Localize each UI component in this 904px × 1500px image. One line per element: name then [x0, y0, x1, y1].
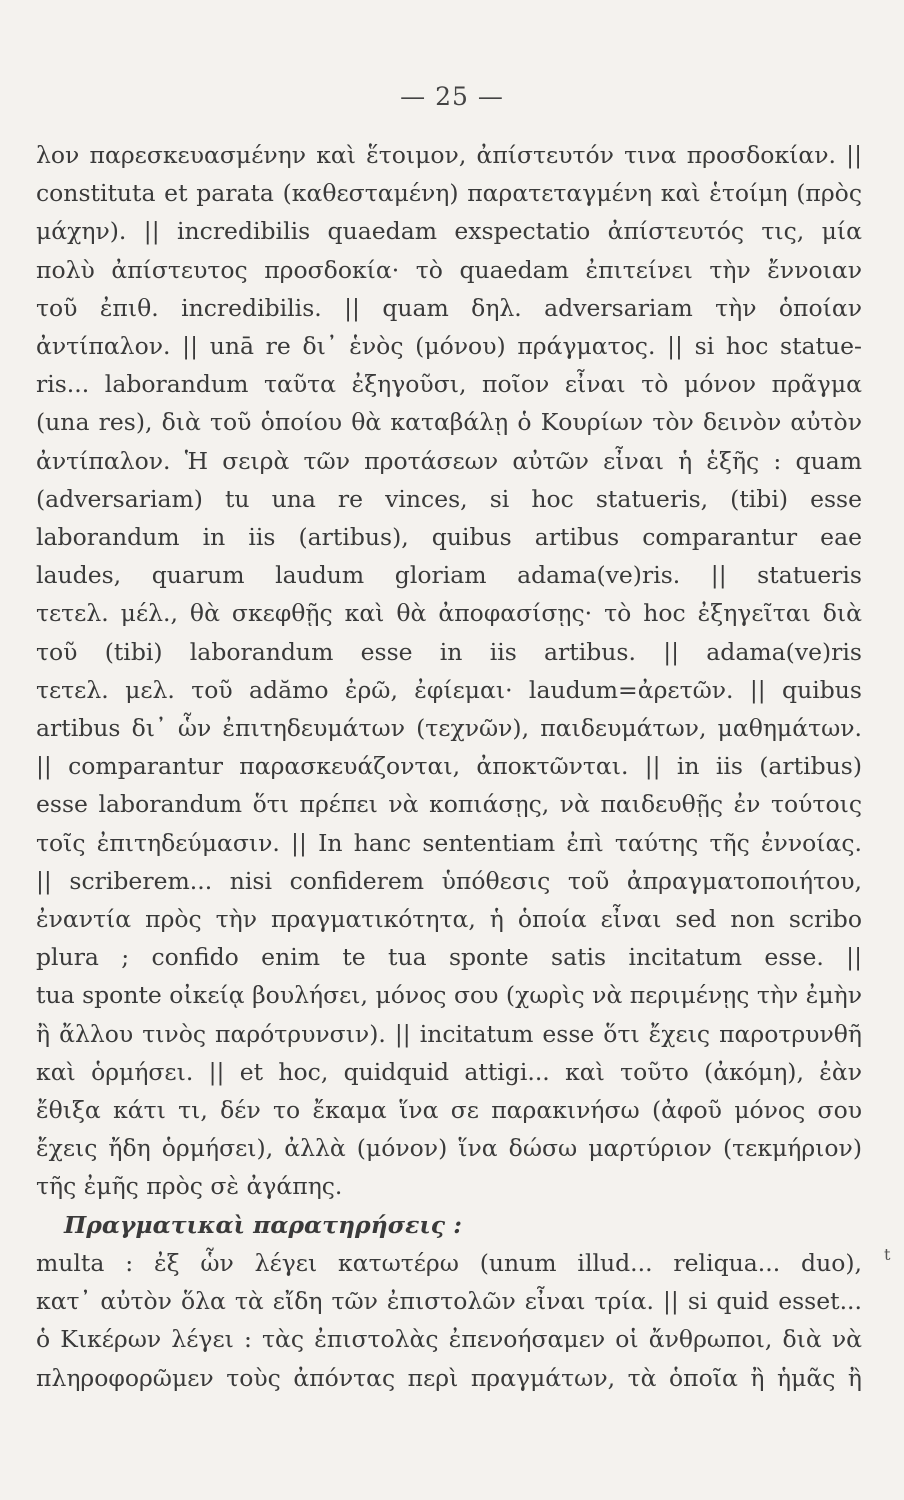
text-line: tua sponte οἰκείᾳ βουλήσει, μόνος σου (χωρὶς νὰ περιμένῃς τὴν ἐμὴν [36, 981, 862, 1010]
text-line: καὶ ὁρμήσει. || et hoc, quidquid attigi... καὶ τοῦτο (ἀκόμη), ἐὰν [36, 1057, 862, 1086]
text-line: πληροφορῶμεν τοὺς ἀπόντας περὶ πραγμάτων, τὰ ὁποῖα ἢ ἡμᾶς ἢ [36, 1363, 862, 1392]
text-line: λον παρεσκευασμένην καὶ ἕτοιμον, ἀπίστευτόν τινα προσδοκίαν. || [36, 141, 862, 169]
text-line: τετελ. μέλ., θὰ σκεφθῇς καὶ θὰ ἀποφασίσῃς· τὸ hoc ἐξηγεῖται διὰ [36, 599, 862, 628]
text-line: || comparantur παρασκευάζονται, ἀποκτῶνται. || in iis (artibus) [36, 752, 862, 781]
text-line: || scriberem... nisi confiderem ὑπόθεσις τοῦ ἀπραγματοποιήτου, [36, 866, 862, 895]
commentary-text [36, 136, 862, 1397]
text-line: ἔθιξα κάτι τι, δέν το ἔκαμα ἵνα σε παρακινήσω (ἀφοῦ μόνος σου [36, 1096, 862, 1125]
section-heading: Πραγματικαὶ παρατηρήσεις : [64, 1210, 462, 1239]
text-line: ἐναντία πρὸς τὴν πραγματικότητα, ἡ ὁποία εἶναι sed non scribo [36, 905, 862, 934]
text-line: esse laborandum ὅτι πρέπει νὰ κοπιάσῃς, νὰ παιδευθῇς ἐν τούτοις [36, 790, 862, 819]
text-line: constituta et parata (καθεσταμένη) παρατεταγμένη καὶ ἑτοίμη (πρὸς [36, 179, 862, 208]
text-line: ὁ Κικέρων λέγει : τὰς ἐπιστολὰς ἐπενοήσαμεν οἱ ἄνθρωποι, διὰ νὰ [36, 1325, 862, 1354]
text-line: multa : ἐξ ὧν λέγει κατωτέρω (unum illud... reliqua... duo), [36, 1248, 862, 1277]
text-line: μάχην). || incredibilis quaedam exspectatio ἀπίστευτός τις, μία [36, 217, 862, 246]
text-line: laudes, quarum laudum gloriam adama(ve)ris. || statueris [36, 561, 862, 590]
margin-mark: t [884, 1245, 891, 1264]
text-line: ἀντίπαλον. || unā re δι᾽ ἑνὸς (μόνου) πράγματος. || si hoc statue- [36, 332, 862, 361]
text-line: (adversariam) tu una re vinces, si hoc statueris, (tibi) esse [36, 484, 862, 513]
text-line: πολὺ ἀπίστευτος προσδοκία· τὸ quaedam ἐπιτείνει τὴν ἔννοιαν [36, 255, 862, 284]
text-line: ἔχεις ἤδη ὁρμήσει), ἀλλὰ (μόνον) ἵνα δώσω μαρτύριον (τεκμήριον) [36, 1134, 862, 1163]
text-line: plura ; confido enim te tua sponte satis incitatum esse. || [36, 943, 862, 972]
text-line: τοῦ (tibi) laborandum esse in iis artibus. || adama(ve)ris [36, 637, 862, 666]
text-line: ἢ ἄλλου τινὸς παρότρυνσιν). || incitatum esse ὅτι ἔχεις παροτρυνθῆ [36, 1019, 862, 1048]
text-line: ἀντίπαλον. Ἡ σειρὰ τῶν προτάσεων αὐτῶν εἶναι ἡ ἑξῆς : quam [36, 446, 862, 475]
text-line: ris... laborandum ταῦτα ἐξηγοῦσι, ποῖον εἶναι τὸ μόνον πρᾶγμα [36, 370, 862, 399]
text-line: τετελ. μελ. τοῦ adămo ἐρῶ, ἐφίεμαι· laudum=ἀρετῶν. || quibus [36, 675, 862, 704]
text-line: κατ᾽ αὐτὸν ὅλα τὰ εἴδη τῶν ἐπιστολῶν εἶναι τρία. || si quid esset... [36, 1287, 862, 1316]
text-line: τοῦ ἐπιθ. incredibilis. || quam δηλ. adversariam τὴν ὁποίαν [36, 293, 862, 322]
text-line: (una res), διὰ τοῦ ὁποίου θὰ καταβάλῃ ὁ Κουρίων τὸν δεινὸν αὐτὸν [36, 408, 862, 437]
text-line: τῆς ἐμῆς πρὸς σὲ ἀγάπης. [36, 1172, 343, 1201]
text-line: τοῖς ἐπιτηδεύμασιν. || In hanc sententiam ἐπὶ ταύτης τῆς ἐννοίας. [36, 828, 862, 857]
text-line: laborandum in iis (artibus), quibus artibus comparantur eae [36, 523, 862, 552]
page-number: — 25 — [400, 82, 504, 111]
text-line: artibus δι᾽ ὧν ἐπιτηδευμάτων (τεχνῶν), παιδευμάτων, μαθημάτων. [36, 714, 862, 743]
